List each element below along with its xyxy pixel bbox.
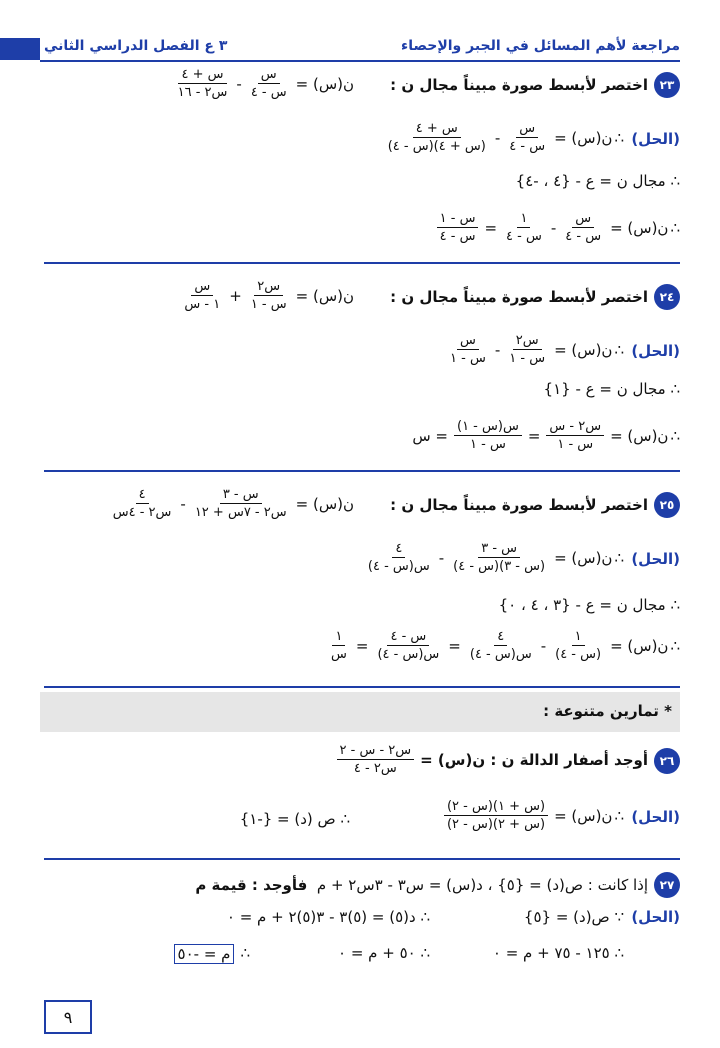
solution-label: (الحل) <box>631 908 680 926</box>
page-number: ٩ <box>44 1000 92 1034</box>
domain-line: ∴ مجال ن = ع - {٤ ، -٤} <box>515 172 680 190</box>
answer-box: م = -٥٠ <box>174 944 235 964</box>
result-line: ∴ ن(س) = $\frac{\text{س}}{\text{س - ٤}}$ - $\frac{١}{\text{س - ٤}}$ = $\frac{\text{س - ١}}{\text{س - ٤}}$ <box>433 210 680 245</box>
result-line: ∴ ن(س) = $\frac{١}{\text{(س - ٤)}}$ - $\frac{٤}{\text{س(س - ٤)}}$ = $\frac{\text{س - ٤}}{\text{س(س - ٤)}}$ = $\frac{١}{\text{س}}$ <box>331 629 680 662</box>
question-expression: ن(س) = $\frac{\text{س - ٣}}{\text{س٢ - ٧س + ١٢}}$ - $\frac{٤}{\text{س٢ - ٤س}}$ <box>112 487 354 520</box>
question-prompt: أوجد أصفار الدالة ن : ن(س) = $\frac{\text{س٢ - س - ٢}}{\text{س٢ - ٤}}$ <box>333 742 649 777</box>
solution-step: ∴ د(٥) = (٥)٣ - ٣(٥)٢ + م = ٠ <box>226 908 430 926</box>
separator <box>44 470 680 472</box>
question-prompt: اختصر لأبسط صورة مبيناً مجال ن : <box>390 496 648 514</box>
question-number: ٢٦ <box>654 748 680 774</box>
question-prompt: اختصر لأبسط صورة مبيناً مجال ن : <box>390 288 648 306</box>
domain-line: ∴ مجال ن = ع - {٣ ، ٤ ، ٠} <box>498 596 680 614</box>
final-answer: ∴ م = -٥٠ <box>174 944 250 964</box>
solution-step: ∴ ن(س) = $\frac{\text{س٢}}{\text{س - ١}}$ - $\frac{\text{س}}{\text{س - ١}}$ <box>450 333 624 366</box>
solution-step: ∴ ١٢٥ - ٧٥ + م = ٠ <box>492 944 624 962</box>
solution-label: (الحل) <box>631 342 680 360</box>
solution-step: ∴ ٥٠ + م = ٠ <box>338 944 430 962</box>
question-expression: ن(س) = $\frac{\text{س}}{\text{س - ٤}}$ - $\frac{\text{س + ٤}}{\text{س٢ - ١٦}}$ <box>177 67 354 100</box>
solution-label: (الحل) <box>631 130 680 148</box>
solution-step: ∴ ن(س) = $\frac{\text{س - ٣}}{\text{(س - ٣)(س - ٤)}}$ - $\frac{٤}{\text{س(س - ٤)}}$ <box>367 541 624 574</box>
separator <box>44 858 680 860</box>
separator <box>44 262 680 264</box>
zeros-result: ∴ ص (د) = {-١} <box>239 810 350 828</box>
header-bar <box>0 38 40 60</box>
question-prompt: إذا كانت : ص(د) = {٥} ، د(س) = س٣ - ٣س٢ + م فأوجد : قيمة م <box>195 876 648 894</box>
question-number: ٢٥ <box>654 492 680 518</box>
header-rule <box>40 60 680 62</box>
header-title: مراجعة لأهم المسائل في الجبر والإحصاء <box>401 38 680 54</box>
question-number: ٢٤ <box>654 284 680 310</box>
solution-step: ∴ ن(س) = $\frac{\text{(س + ١)(س - ٢)}}{\text{(س + ٢)(س - ٢)}}$ <box>440 798 624 833</box>
domain-line: ∴ مجال ن = ع - {١} <box>543 380 680 398</box>
question-number: ٢٣ <box>654 72 680 98</box>
header-subtitle: ٣ ع الفصل الدراسي الثاني <box>44 38 228 54</box>
question-prompt: اختصر لأبسط صورة مبيناً مجال ن : <box>390 76 648 94</box>
question-number: ٢٧ <box>654 872 680 898</box>
solution-step: ∵ ص(د) = {٥} <box>523 908 624 926</box>
question-expression: ن(س) = $\frac{\text{س٢}}{\text{س - ١}}$ + $\frac{\text{س}}{\text{١ - س}}$ <box>184 279 354 312</box>
result-line: ∴ ن(س) = $\frac{\text{س٢ - س}}{\text{س - ١}}$ = $\frac{\text{س(س - ١)}}{\text{س - ١}}$ = س <box>412 419 680 452</box>
separator <box>44 686 680 688</box>
solution-label: (الحل) <box>631 550 680 568</box>
section-title: * تمارين متنوعة : <box>543 702 672 720</box>
solution-label: (الحل) <box>631 808 680 826</box>
solution-step: ∴ ن(س) = $\frac{\text{س}}{\text{س - ٤}}$ - $\frac{\text{س + ٤}}{\text{(س + ٤)(س - ٤)}}$ <box>387 121 624 154</box>
